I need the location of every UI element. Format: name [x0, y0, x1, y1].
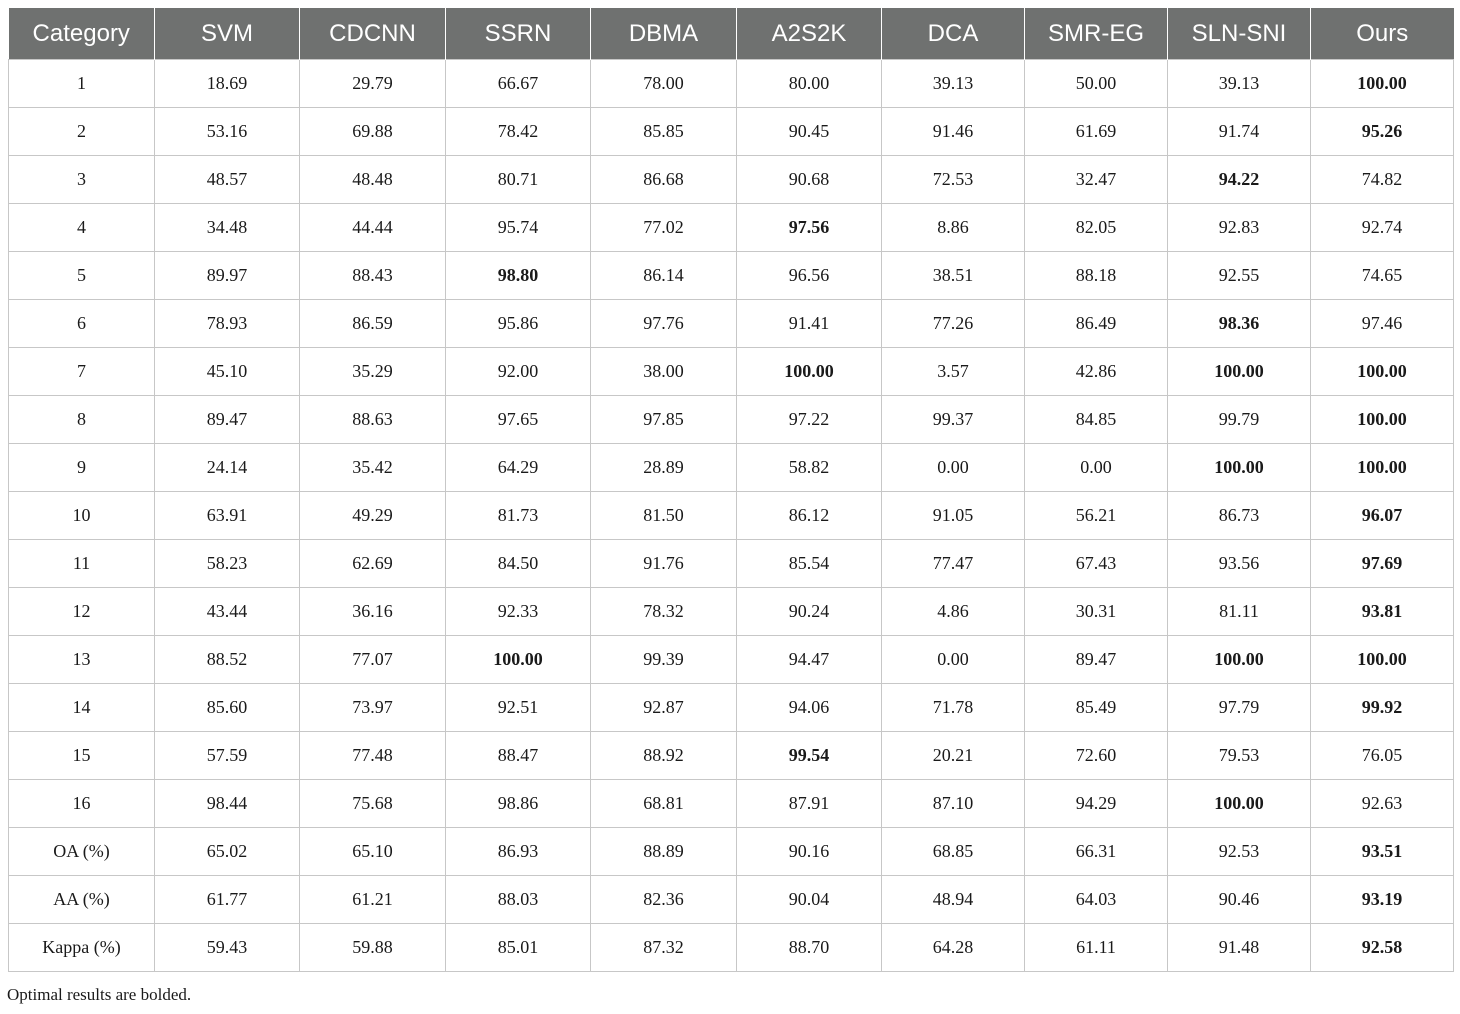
- value-cell: 92.63: [1311, 780, 1454, 828]
- value-cell: 61.69: [1025, 108, 1168, 156]
- value-cell: 90.45: [737, 108, 882, 156]
- value-cell: 90.04: [737, 876, 882, 924]
- value-cell: 56.21: [1025, 492, 1168, 540]
- value-cell: 77.02: [591, 204, 737, 252]
- value-cell: 100.00: [1168, 444, 1311, 492]
- value-cell: 18.69: [155, 60, 300, 108]
- value-cell: 90.16: [737, 828, 882, 876]
- value-cell: 100.00: [1311, 348, 1454, 396]
- value-cell: 49.29: [300, 492, 446, 540]
- value-cell: 86.12: [737, 492, 882, 540]
- value-cell: 96.07: [1311, 492, 1454, 540]
- column-header: SVM: [155, 8, 300, 60]
- value-cell: 61.21: [300, 876, 446, 924]
- value-cell: 100.00: [737, 348, 882, 396]
- value-cell: 100.00: [446, 636, 591, 684]
- value-cell: 86.73: [1168, 492, 1311, 540]
- value-cell: 93.56: [1168, 540, 1311, 588]
- value-cell: 82.05: [1025, 204, 1168, 252]
- value-cell: 100.00: [1168, 348, 1311, 396]
- value-cell: 77.48: [300, 732, 446, 780]
- column-header: SSRN: [446, 8, 591, 60]
- value-cell: 78.42: [446, 108, 591, 156]
- value-cell: 77.07: [300, 636, 446, 684]
- value-cell: 44.44: [300, 204, 446, 252]
- value-cell: 30.31: [1025, 588, 1168, 636]
- value-cell: 86.93: [446, 828, 591, 876]
- column-header: Ours: [1311, 8, 1454, 60]
- value-cell: 57.59: [155, 732, 300, 780]
- value-cell: 99.92: [1311, 684, 1454, 732]
- value-cell: 63.91: [155, 492, 300, 540]
- table-row: [9, 924, 1454, 972]
- value-cell: 86.68: [591, 156, 737, 204]
- table-body: [9, 60, 1454, 972]
- value-cell: 97.69: [1311, 540, 1454, 588]
- value-cell: 32.47: [1025, 156, 1168, 204]
- value-cell: 99.37: [882, 396, 1025, 444]
- value-cell: 86.59: [300, 300, 446, 348]
- value-cell: 91.41: [737, 300, 882, 348]
- value-cell: 50.00: [1025, 60, 1168, 108]
- value-cell: 85.49: [1025, 684, 1168, 732]
- value-cell: 38.51: [882, 252, 1025, 300]
- value-cell: 36.16: [300, 588, 446, 636]
- value-cell: 78.32: [591, 588, 737, 636]
- row-label-cell: 13: [9, 636, 155, 684]
- value-cell: 98.80: [446, 252, 591, 300]
- value-cell: 100.00: [1311, 60, 1454, 108]
- row-label-cell: 16: [9, 780, 155, 828]
- value-cell: 97.76: [591, 300, 737, 348]
- value-cell: 98.86: [446, 780, 591, 828]
- value-cell: 77.26: [882, 300, 1025, 348]
- row-label-cell: Kappa (%): [9, 924, 155, 972]
- row-label-cell: 7: [9, 348, 155, 396]
- table-row: [9, 540, 1454, 588]
- value-cell: 58.23: [155, 540, 300, 588]
- value-cell: 77.47: [882, 540, 1025, 588]
- value-cell: 97.22: [737, 396, 882, 444]
- value-cell: 88.43: [300, 252, 446, 300]
- value-cell: 88.89: [591, 828, 737, 876]
- value-cell: 78.00: [591, 60, 737, 108]
- value-cell: 0.00: [882, 636, 1025, 684]
- value-cell: 94.22: [1168, 156, 1311, 204]
- value-cell: 4.86: [882, 588, 1025, 636]
- table-row: [9, 156, 1454, 204]
- value-cell: 93.81: [1311, 588, 1454, 636]
- value-cell: 0.00: [1025, 444, 1168, 492]
- value-cell: 97.46: [1311, 300, 1454, 348]
- row-label-cell: 5: [9, 252, 155, 300]
- value-cell: 97.65: [446, 396, 591, 444]
- table-row: [9, 492, 1454, 540]
- value-cell: 79.53: [1168, 732, 1311, 780]
- value-cell: 100.00: [1168, 780, 1311, 828]
- row-label-cell: 9: [9, 444, 155, 492]
- value-cell: 95.86: [446, 300, 591, 348]
- value-cell: 100.00: [1311, 396, 1454, 444]
- value-cell: 97.56: [737, 204, 882, 252]
- value-cell: 90.24: [737, 588, 882, 636]
- row-label-cell: 6: [9, 300, 155, 348]
- value-cell: 91.05: [882, 492, 1025, 540]
- value-cell: 48.94: [882, 876, 1025, 924]
- value-cell: 29.79: [300, 60, 446, 108]
- value-cell: 99.79: [1168, 396, 1311, 444]
- column-header: SMR-EG: [1025, 8, 1168, 60]
- value-cell: 92.00: [446, 348, 591, 396]
- value-cell: 72.53: [882, 156, 1025, 204]
- value-cell: 69.88: [300, 108, 446, 156]
- row-label-cell: 4: [9, 204, 155, 252]
- value-cell: 81.11: [1168, 588, 1311, 636]
- value-cell: 91.48: [1168, 924, 1311, 972]
- value-cell: 86.49: [1025, 300, 1168, 348]
- value-cell: 89.47: [155, 396, 300, 444]
- value-cell: 92.83: [1168, 204, 1311, 252]
- value-cell: 87.91: [737, 780, 882, 828]
- value-cell: 43.44: [155, 588, 300, 636]
- value-cell: 85.54: [737, 540, 882, 588]
- table-row: [9, 300, 1454, 348]
- table-row: [9, 588, 1454, 636]
- value-cell: 96.56: [737, 252, 882, 300]
- value-cell: 81.73: [446, 492, 591, 540]
- value-cell: 71.78: [882, 684, 1025, 732]
- value-cell: 92.51: [446, 684, 591, 732]
- table-header: [9, 8, 1454, 60]
- column-header: DCA: [882, 8, 1025, 60]
- value-cell: 98.36: [1168, 300, 1311, 348]
- row-label-cell: 10: [9, 492, 155, 540]
- value-cell: 91.46: [882, 108, 1025, 156]
- row-label-cell: 3: [9, 156, 155, 204]
- value-cell: 88.47: [446, 732, 591, 780]
- value-cell: 95.74: [446, 204, 591, 252]
- value-cell: 68.81: [591, 780, 737, 828]
- value-cell: 65.10: [300, 828, 446, 876]
- value-cell: 66.67: [446, 60, 591, 108]
- value-cell: 88.70: [737, 924, 882, 972]
- value-cell: 100.00: [1311, 636, 1454, 684]
- value-cell: 90.46: [1168, 876, 1311, 924]
- value-cell: 59.43: [155, 924, 300, 972]
- value-cell: 84.85: [1025, 396, 1168, 444]
- value-cell: 61.77: [155, 876, 300, 924]
- value-cell: 39.13: [1168, 60, 1311, 108]
- value-cell: 88.18: [1025, 252, 1168, 300]
- table-row: [9, 876, 1454, 924]
- value-cell: 94.29: [1025, 780, 1168, 828]
- value-cell: 85.01: [446, 924, 591, 972]
- value-cell: 0.00: [882, 444, 1025, 492]
- value-cell: 93.19: [1311, 876, 1454, 924]
- value-cell: 65.02: [155, 828, 300, 876]
- value-cell: 45.10: [155, 348, 300, 396]
- header-row: [9, 8, 1454, 60]
- value-cell: 88.52: [155, 636, 300, 684]
- value-cell: 85.85: [591, 108, 737, 156]
- table-row: [9, 252, 1454, 300]
- value-cell: 73.97: [300, 684, 446, 732]
- value-cell: 87.10: [882, 780, 1025, 828]
- value-cell: 64.28: [882, 924, 1025, 972]
- value-cell: 87.32: [591, 924, 737, 972]
- column-header: DBMA: [591, 8, 737, 60]
- table-row: [9, 204, 1454, 252]
- value-cell: 99.39: [591, 636, 737, 684]
- row-label-cell: 14: [9, 684, 155, 732]
- value-cell: 34.48: [155, 204, 300, 252]
- value-cell: 88.63: [300, 396, 446, 444]
- value-cell: 76.05: [1311, 732, 1454, 780]
- value-cell: 35.29: [300, 348, 446, 396]
- value-cell: 74.65: [1311, 252, 1454, 300]
- value-cell: 89.97: [155, 252, 300, 300]
- value-cell: 100.00: [1311, 444, 1454, 492]
- value-cell: 99.54: [737, 732, 882, 780]
- value-cell: 3.57: [882, 348, 1025, 396]
- value-cell: 59.88: [300, 924, 446, 972]
- value-cell: 61.11: [1025, 924, 1168, 972]
- value-cell: 90.68: [737, 156, 882, 204]
- value-cell: 89.47: [1025, 636, 1168, 684]
- value-cell: 98.44: [155, 780, 300, 828]
- value-cell: 78.93: [155, 300, 300, 348]
- row-label-cell: 15: [9, 732, 155, 780]
- value-cell: 92.58: [1311, 924, 1454, 972]
- value-cell: 84.50: [446, 540, 591, 588]
- table-footnote: Optimal results are bolded.: [7, 985, 192, 1004]
- value-cell: 81.50: [591, 492, 737, 540]
- value-cell: 8.86: [882, 204, 1025, 252]
- value-cell: 48.57: [155, 156, 300, 204]
- value-cell: 66.31: [1025, 828, 1168, 876]
- row-label-cell: AA (%): [9, 876, 155, 924]
- value-cell: 67.43: [1025, 540, 1168, 588]
- value-cell: 35.42: [300, 444, 446, 492]
- table-row: [9, 732, 1454, 780]
- value-cell: 91.76: [591, 540, 737, 588]
- value-cell: 88.92: [591, 732, 737, 780]
- row-label-cell: 2: [9, 108, 155, 156]
- value-cell: 92.55: [1168, 252, 1311, 300]
- table-row: [9, 444, 1454, 492]
- row-label-cell: 8: [9, 396, 155, 444]
- value-cell: 74.82: [1311, 156, 1454, 204]
- value-cell: 92.53: [1168, 828, 1311, 876]
- value-cell: 20.21: [882, 732, 1025, 780]
- value-cell: 75.68: [300, 780, 446, 828]
- value-cell: 97.85: [591, 396, 737, 444]
- table-row: [9, 108, 1454, 156]
- value-cell: 39.13: [882, 60, 1025, 108]
- value-cell: 28.89: [591, 444, 737, 492]
- value-cell: 68.85: [882, 828, 1025, 876]
- value-cell: 92.33: [446, 588, 591, 636]
- table-row: [9, 780, 1454, 828]
- value-cell: 80.00: [737, 60, 882, 108]
- value-cell: 80.71: [446, 156, 591, 204]
- table-row: [9, 636, 1454, 684]
- table-row: [9, 60, 1454, 108]
- results-table: [8, 8, 1454, 972]
- column-header: SLN-SNI: [1168, 8, 1311, 60]
- value-cell: 72.60: [1025, 732, 1168, 780]
- table-row: [9, 348, 1454, 396]
- value-cell: 42.86: [1025, 348, 1168, 396]
- row-label-cell: OA (%): [9, 828, 155, 876]
- value-cell: 85.60: [155, 684, 300, 732]
- value-cell: 92.87: [591, 684, 737, 732]
- value-cell: 64.03: [1025, 876, 1168, 924]
- value-cell: 24.14: [155, 444, 300, 492]
- row-label-cell: 12: [9, 588, 155, 636]
- value-cell: 94.06: [737, 684, 882, 732]
- value-cell: 58.82: [737, 444, 882, 492]
- value-cell: 86.14: [591, 252, 737, 300]
- value-cell: 48.48: [300, 156, 446, 204]
- value-cell: 53.16: [155, 108, 300, 156]
- row-label-cell: 1: [9, 60, 155, 108]
- value-cell: 82.36: [591, 876, 737, 924]
- column-header: A2S2K: [737, 8, 882, 60]
- value-cell: 97.79: [1168, 684, 1311, 732]
- value-cell: 94.47: [737, 636, 882, 684]
- value-cell: 95.26: [1311, 108, 1454, 156]
- value-cell: 92.74: [1311, 204, 1454, 252]
- value-cell: 64.29: [446, 444, 591, 492]
- value-cell: 62.69: [300, 540, 446, 588]
- value-cell: 91.74: [1168, 108, 1311, 156]
- table-row: [9, 396, 1454, 444]
- row-label-cell: 11: [9, 540, 155, 588]
- column-header: CDCNN: [300, 8, 446, 60]
- value-cell: 38.00: [591, 348, 737, 396]
- table-row: [9, 828, 1454, 876]
- value-cell: 93.51: [1311, 828, 1454, 876]
- value-cell: 88.03: [446, 876, 591, 924]
- table-row: [9, 684, 1454, 732]
- column-header: Category: [9, 8, 155, 60]
- value-cell: 100.00: [1168, 636, 1311, 684]
